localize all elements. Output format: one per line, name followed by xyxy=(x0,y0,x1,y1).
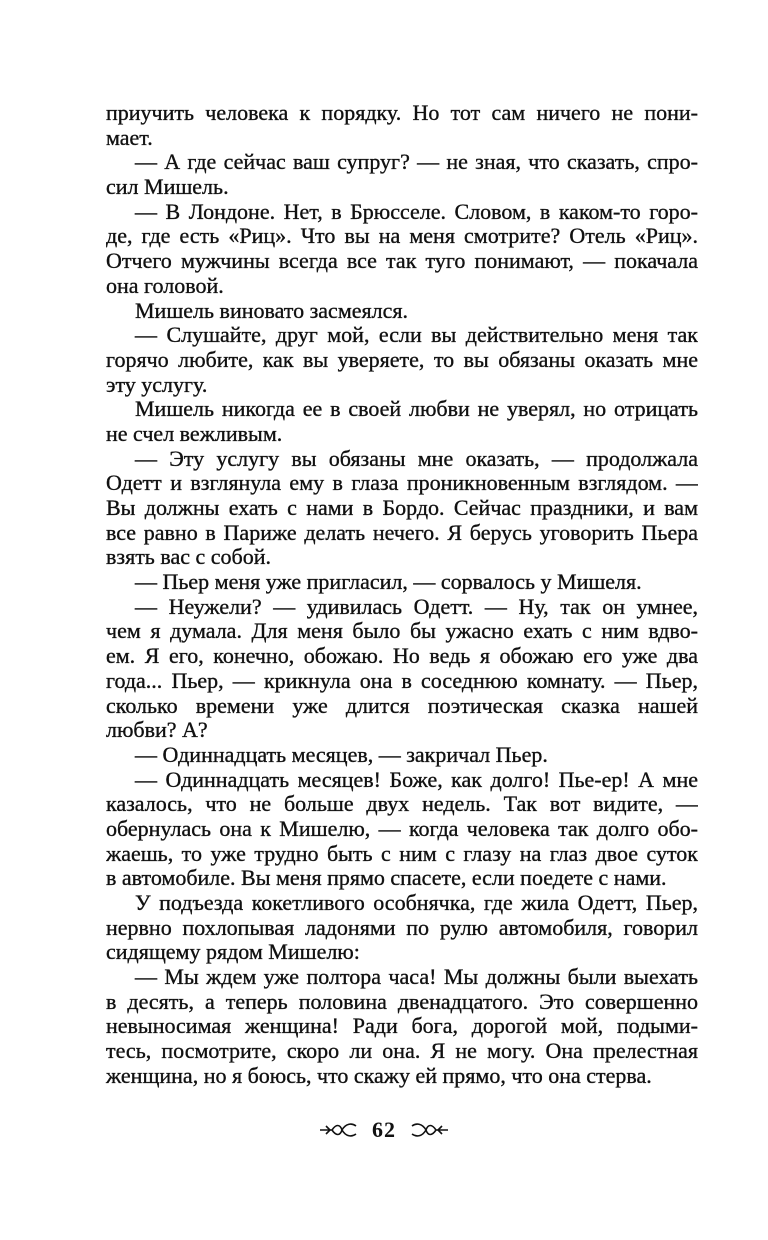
text-line: — В Лондоне. Нет, в Брюсселе. Словом, в каком-то горо- xyxy=(135,199,698,224)
text-line: все равно в Париже делать нечего. Я берусь уговорить Пьера xyxy=(106,520,698,545)
text-line: ем. Я его, конечно, обожаю. Но ведь я обожаю его уже два xyxy=(106,644,698,669)
paragraph xyxy=(106,299,698,324)
text-line: де, где есть «Риц». Что вы на меня смотрите? Отель «Риц». xyxy=(106,224,698,249)
paragraph xyxy=(106,397,698,446)
paragraph xyxy=(106,101,698,150)
paragraph xyxy=(106,965,698,1088)
text-line: Мишель виновато засмеялся. xyxy=(135,297,408,323)
text-line: нервно похлопывая ладонями по рулю автомобиля, говорил xyxy=(106,915,698,940)
text-line: приучить человека к порядку. Но тот сам ничего не пони- xyxy=(106,101,698,125)
text-line: Вы должны ехать с нами в Бордо. Сейчас праздники, и вам xyxy=(106,496,698,520)
paragraph xyxy=(106,200,698,299)
text-line: — Мы ждем уже полтора часа! Мы должны были выехать xyxy=(135,965,698,990)
text-line: сил Мишель. xyxy=(106,174,229,200)
text-line: сколько времени уже длится поэтическая сказка нашей xyxy=(106,693,698,718)
text-line: взять вас с собой. xyxy=(106,544,271,570)
text-line: горячо любите, как вы уверяете, то вы обязаны оказать мне xyxy=(106,347,698,372)
text-line: — Пьер меня уже пригласил, — сорвалось у Мишеля. xyxy=(135,569,642,595)
text-line: мает. xyxy=(106,124,153,150)
paragraph xyxy=(106,570,698,595)
text-line: не счел вежливым. xyxy=(106,420,283,446)
text-line: — Одиннадцать месяцев! Боже, как долго! Пье-ер! А мне xyxy=(135,767,698,792)
page-footer xyxy=(0,1117,768,1143)
text-line: казалось, что не больше двух недель. Так вот видите, — xyxy=(106,792,698,817)
page-body-text xyxy=(106,101,698,1089)
text-line: в десять, а теперь половина двенадцатого. Это совершенно xyxy=(106,989,698,1014)
text-line: года... Пьер, — крикнула она в соседнюю комнату. — Пьер, xyxy=(106,668,698,693)
text-line: чем я думала. Для меня было бы ужасно ехать с ним вдво- xyxy=(106,619,698,644)
left-flourish-icon xyxy=(318,1120,358,1140)
paragraph xyxy=(106,150,698,199)
text-line: Отчего мужчины всегда все так туго понимают, — покачала xyxy=(106,249,698,274)
text-line: — Эту услугу вы обязаны мне оказать, — продолжала xyxy=(135,446,698,471)
text-line: — Неужели? — удивилась Одетт. — Ну, так он умнее, xyxy=(135,594,698,619)
text-line: — Слушайте, друг мой, если вы действительно меня так xyxy=(135,323,698,348)
text-line: У подъезда кокетливого особнячка, где жила Одетт, Пьер, xyxy=(135,891,698,915)
text-line: Одетт и взглянула ему в глаза проникновенным взглядом. — xyxy=(106,471,698,496)
paragraph xyxy=(106,595,698,743)
text-line: тесь, посмотрите, скоро ли она. Я не могу. Она прелестная xyxy=(106,1039,698,1064)
paragraph xyxy=(106,447,698,570)
right-flourish-icon xyxy=(410,1120,450,1140)
text-line: Мишель никогда ее в своей любви не уверял, но отрицать xyxy=(135,397,698,422)
text-line: она головой. xyxy=(106,272,224,298)
paragraph xyxy=(106,323,698,397)
paragraph xyxy=(106,768,698,891)
text-line: в автомобиле. Вы меня прямо спасете, если поедете с нами. xyxy=(106,865,667,891)
text-line: любви? А? xyxy=(106,717,208,743)
text-line: сидящему рядом Мишелю: xyxy=(106,939,360,965)
text-line: жаешь, то уже трудно быть с ним с глазу на глаз двое суток xyxy=(106,841,698,866)
text-line: — А где сейчас ваш супруг? — не зная, что сказать, спро- xyxy=(135,150,698,175)
text-line: обернулась она к Мишелю, — когда человека так долго обо- xyxy=(106,816,698,841)
text-line: невыносимая женщина! Ради бога, дорогой мой, подыми- xyxy=(106,1014,698,1039)
paragraph xyxy=(106,743,698,768)
paragraph xyxy=(106,891,698,965)
text-line: женщина, но я боюсь, что скажу ей прямо, что она стерва. xyxy=(106,1062,652,1088)
text-line: — Одиннадцать месяцев, — закричал Пьер. xyxy=(135,741,548,767)
page-number: 62 xyxy=(372,1117,396,1142)
text-line: эту услугу. xyxy=(106,371,208,397)
